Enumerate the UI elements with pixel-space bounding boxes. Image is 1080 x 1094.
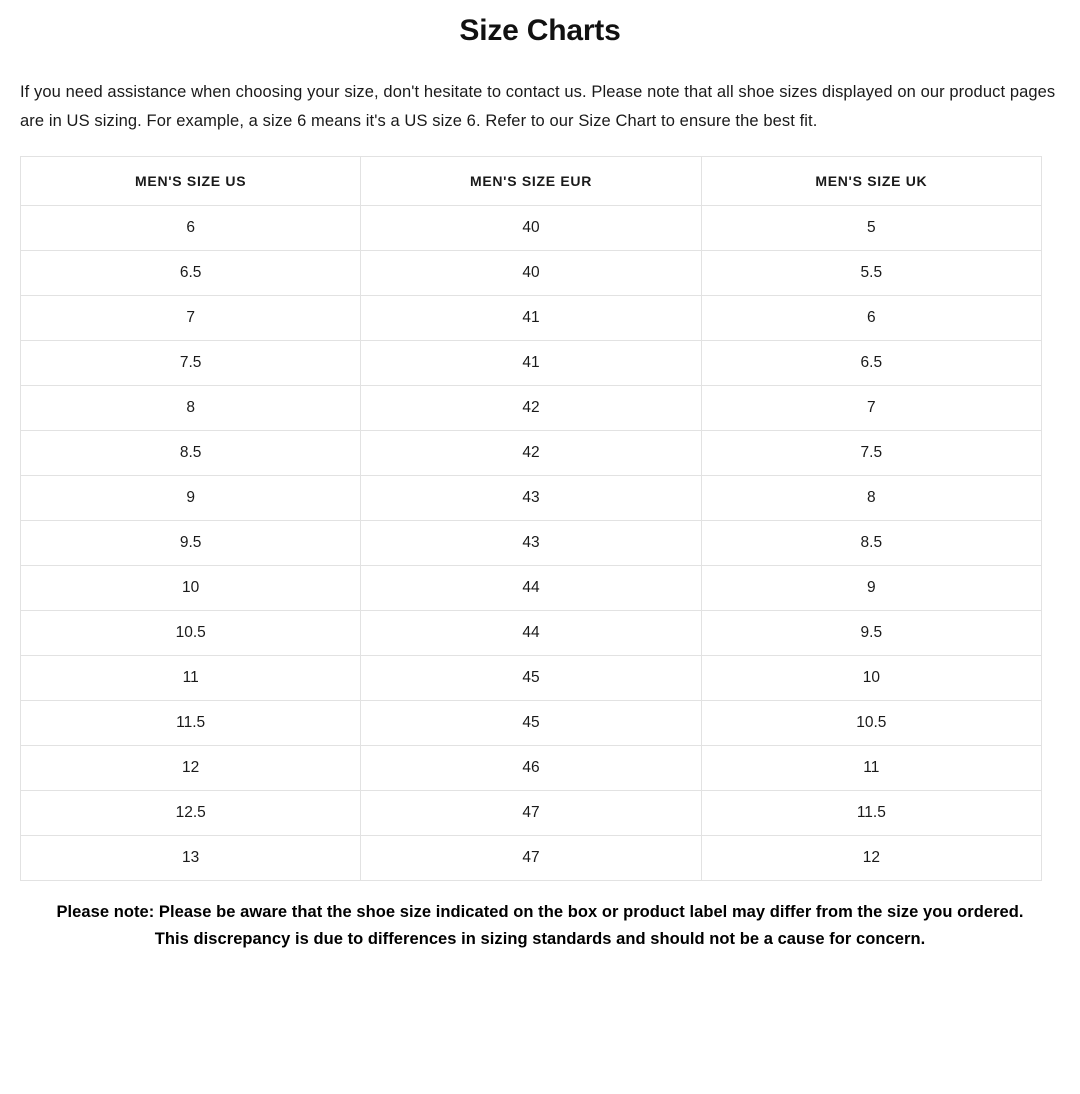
cell-us: 7.5 — [21, 341, 361, 386]
cell-us: 8.5 — [21, 431, 361, 476]
cell-eur: 41 — [361, 296, 701, 341]
cell-uk: 6.5 — [701, 341, 1041, 386]
cell-us: 7 — [21, 296, 361, 341]
cell-uk: 8 — [701, 476, 1041, 521]
cell-eur: 42 — [361, 386, 701, 431]
cell-eur: 41 — [361, 341, 701, 386]
cell-uk: 9.5 — [701, 611, 1041, 656]
intro-paragraph: If you need assistance when choosing your size, don't hesitate to contact us. Please note that all shoe sizes displayed on our product pages are in US sizing. For example, a size 6 means it's a US size 6. Refer to our Size Chart to ensure the best fit. — [20, 83, 1056, 130]
cell-eur: 44 — [361, 566, 701, 611]
table-row — [21, 791, 1042, 836]
cell-us: 12 — [21, 746, 361, 791]
cell-us: 11 — [21, 656, 361, 701]
table-body — [21, 206, 1042, 881]
disclaimer-note: Please note: Please be aware that the shoe size indicated on the box or product label may differ from the size you ordered. This discrepancy is due to differences in sizing standards and should not be a cause for concern. — [56, 903, 1024, 948]
table-row — [21, 341, 1042, 386]
cell-us: 8 — [21, 386, 361, 431]
column-header-uk: MEN'S SIZE UK — [701, 157, 1041, 206]
table-header — [21, 157, 1042, 206]
column-header-eur: MEN'S SIZE EUR — [361, 157, 701, 206]
cell-us: 9 — [21, 476, 361, 521]
cell-uk: 5 — [701, 206, 1041, 251]
table-row — [21, 251, 1042, 296]
cell-eur: 45 — [361, 656, 701, 701]
cell-us: 6 — [21, 206, 361, 251]
table-row — [21, 431, 1042, 476]
cell-eur: 47 — [361, 791, 701, 836]
cell-uk: 8.5 — [701, 521, 1041, 566]
size-chart-page — [0, 14, 1080, 1094]
table-header-row — [21, 157, 1042, 206]
cell-uk: 5.5 — [701, 251, 1041, 296]
cell-us: 11.5 — [21, 701, 361, 746]
table-row — [21, 611, 1042, 656]
cell-uk: 12 — [701, 836, 1041, 881]
cell-us: 9.5 — [21, 521, 361, 566]
cell-eur: 40 — [361, 251, 701, 296]
cell-us: 13 — [21, 836, 361, 881]
cell-eur: 47 — [361, 836, 701, 881]
cell-uk: 11 — [701, 746, 1041, 791]
table-row — [21, 296, 1042, 341]
cell-uk: 7 — [701, 386, 1041, 431]
cell-eur: 44 — [361, 611, 701, 656]
cell-eur: 40 — [361, 206, 701, 251]
column-header-us: MEN'S SIZE US — [21, 157, 361, 206]
table-row — [21, 746, 1042, 791]
table-row — [21, 386, 1042, 431]
table-row — [21, 656, 1042, 701]
cell-uk: 7.5 — [701, 431, 1041, 476]
cell-eur: 43 — [361, 476, 701, 521]
table-row — [21, 836, 1042, 881]
table-row — [21, 206, 1042, 251]
size-chart-table — [20, 156, 1042, 881]
page-title: Size Charts — [459, 14, 621, 47]
cell-uk: 10 — [701, 656, 1041, 701]
cell-uk: 6 — [701, 296, 1041, 341]
cell-us: 10.5 — [21, 611, 361, 656]
table-row — [21, 476, 1042, 521]
cell-eur: 46 — [361, 746, 701, 791]
cell-us: 6.5 — [21, 251, 361, 296]
table-row — [21, 521, 1042, 566]
cell-us: 10 — [21, 566, 361, 611]
cell-eur: 42 — [361, 431, 701, 476]
cell-uk: 11.5 — [701, 791, 1041, 836]
cell-eur: 43 — [361, 521, 701, 566]
table-row — [21, 566, 1042, 611]
cell-uk: 9 — [701, 566, 1041, 611]
cell-uk: 10.5 — [701, 701, 1041, 746]
cell-eur: 45 — [361, 701, 701, 746]
table-row — [21, 701, 1042, 746]
cell-us: 12.5 — [21, 791, 361, 836]
